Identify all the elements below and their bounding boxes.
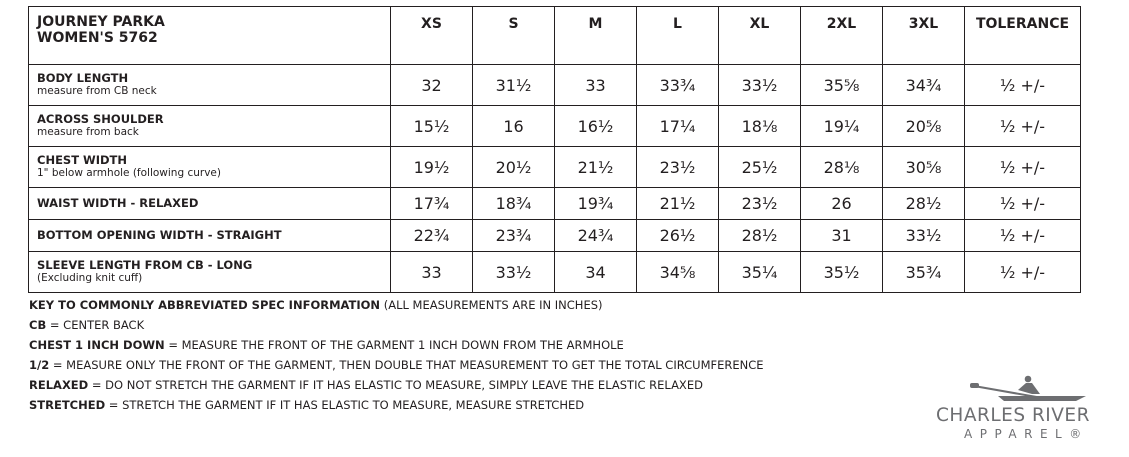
table-cell: 23¾ bbox=[473, 220, 555, 252]
tolerance-cell: ½ +/- bbox=[965, 65, 1081, 106]
table-cell: 18⅛ bbox=[719, 106, 801, 147]
legend-line bbox=[29, 355, 764, 375]
measurement-note: 1" below armhole (following curve) bbox=[37, 167, 221, 179]
table-cell: 16 bbox=[473, 106, 555, 147]
table-cell: 19¾ bbox=[555, 188, 637, 220]
row-label bbox=[29, 252, 391, 293]
table-cell: 33 bbox=[555, 65, 637, 106]
legend-term: STRETCHED bbox=[29, 398, 106, 412]
legend-term: RELAXED bbox=[29, 378, 89, 392]
tolerance-cell: ½ +/- bbox=[965, 106, 1081, 147]
table-cell: 17¼ bbox=[637, 106, 719, 147]
table-cell: 26½ bbox=[637, 220, 719, 252]
size-header-2xl: 2XL bbox=[801, 7, 883, 65]
table-cell: 21½ bbox=[637, 188, 719, 220]
measurement-note: (Excluding knit cuff) bbox=[37, 272, 143, 284]
table-cell: 34¾ bbox=[883, 65, 965, 106]
table-cell: 16½ bbox=[555, 106, 637, 147]
table-cell: 32 bbox=[391, 65, 473, 106]
table-cell: 33½ bbox=[719, 65, 801, 106]
legend-term: CHEST 1 INCH DOWN bbox=[29, 338, 165, 352]
table-cell: 34 bbox=[555, 252, 637, 293]
table-cell: 23½ bbox=[637, 147, 719, 188]
title-line-1: JOURNEY PARKA bbox=[37, 14, 165, 30]
table-cell: 33¾ bbox=[637, 65, 719, 106]
legend-line bbox=[29, 315, 764, 335]
table-cell: 20⅝ bbox=[883, 106, 965, 147]
table-cell: 26 bbox=[801, 188, 883, 220]
table-cell: 28½ bbox=[883, 188, 965, 220]
table-cell: 19¼ bbox=[801, 106, 883, 147]
brand-subtitle: APPAREL® bbox=[964, 427, 1089, 441]
legend-text: = STRETCH THE GARMENT IF IT HAS ELASTIC TO MEASURE, MEASURE STRETCHED bbox=[105, 398, 585, 412]
measurement-name: SLEEVE LENGTH FROM CB - LONG bbox=[37, 258, 253, 272]
legend-text: = MEASURE ONLY THE FRONT OF THE GARMENT, THEN DOUBLE THAT MEASUREMENT TO GET THE TOTAL CIRCUMFERENCE bbox=[49, 358, 764, 372]
table-cell: 33½ bbox=[473, 252, 555, 293]
tolerance-cell: ½ +/- bbox=[965, 188, 1081, 220]
header-row bbox=[29, 7, 1081, 65]
row-label bbox=[29, 65, 391, 106]
measurement-name: CHEST WIDTH bbox=[37, 153, 128, 167]
tolerance-cell: ½ +/- bbox=[965, 252, 1081, 293]
title-line-2: WOMEN'S 5762 bbox=[37, 30, 158, 46]
size-header-xs: XS bbox=[391, 7, 473, 65]
tolerance-header: TOLERANCE bbox=[965, 7, 1081, 65]
size-header-l: L bbox=[637, 7, 719, 65]
table-cell: 31½ bbox=[473, 65, 555, 106]
table-cell: 33½ bbox=[883, 220, 965, 252]
table-row bbox=[29, 252, 1081, 293]
legend-term: CB bbox=[29, 318, 47, 332]
measurement-note: measure from CB neck bbox=[37, 85, 157, 97]
size-header-s: S bbox=[473, 7, 555, 65]
table-cell: 35⅝ bbox=[801, 65, 883, 106]
measurement-name: ACROSS SHOULDER bbox=[37, 112, 164, 126]
row-label bbox=[29, 220, 391, 252]
legend-text: = DO NOT STRETCH THE GARMENT IF IT HAS ELASTIC TO MEASURE, SIMPLY LEAVE THE ELASTIC RELAXED bbox=[88, 378, 703, 392]
table-cell: 35¾ bbox=[883, 252, 965, 293]
row-label bbox=[29, 188, 391, 220]
legend-line bbox=[29, 375, 764, 395]
table-cell: 30⅝ bbox=[883, 147, 965, 188]
legend-line bbox=[29, 295, 764, 315]
tolerance-cell: ½ +/- bbox=[965, 220, 1081, 252]
table-row bbox=[29, 65, 1081, 106]
table-cell: 33 bbox=[391, 252, 473, 293]
size-header-xl: XL bbox=[719, 7, 801, 65]
table-row bbox=[29, 220, 1081, 252]
table-cell: 28½ bbox=[719, 220, 801, 252]
table-cell: 31 bbox=[801, 220, 883, 252]
table-cell: 25½ bbox=[719, 147, 801, 188]
legend-text: = CENTER BACK bbox=[46, 318, 145, 332]
brand-logo bbox=[930, 372, 1120, 442]
row-label bbox=[29, 106, 391, 147]
table-cell: 21½ bbox=[555, 147, 637, 188]
legend-line bbox=[29, 395, 764, 415]
table-cell: 35½ bbox=[801, 252, 883, 293]
legend-text: = MEASURE THE FRONT OF THE GARMENT 1 INCH DOWN FROM THE ARMHOLE bbox=[164, 338, 624, 352]
table-cell: 22¾ bbox=[391, 220, 473, 252]
brand-name: CHARLES RIVER bbox=[936, 405, 1090, 426]
table-cell: 15½ bbox=[391, 106, 473, 147]
table-row bbox=[29, 188, 1081, 220]
measurement-note: measure from back bbox=[37, 126, 139, 138]
table-cell: 18¾ bbox=[473, 188, 555, 220]
table-cell: 23½ bbox=[719, 188, 801, 220]
legend-line bbox=[29, 335, 764, 355]
rower-icon bbox=[968, 374, 1088, 404]
legend-text: (ALL MEASUREMENTS ARE IN INCHES) bbox=[380, 298, 603, 312]
measurement-name: BODY LENGTH bbox=[37, 71, 129, 85]
legend-term: KEY TO COMMONLY ABBREVIATED SPEC INFORMATION bbox=[29, 298, 381, 312]
table-cell: 24¾ bbox=[555, 220, 637, 252]
table-title bbox=[29, 7, 391, 65]
size-header-3xl: 3XL bbox=[883, 7, 965, 65]
measurement-name: WAIST WIDTH - RELAXED bbox=[37, 196, 199, 210]
row-label bbox=[29, 147, 391, 188]
table-cell: 28⅛ bbox=[801, 147, 883, 188]
table-cell: 20½ bbox=[473, 147, 555, 188]
tolerance-cell: ½ +/- bbox=[965, 147, 1081, 188]
size-header-m: M bbox=[555, 7, 637, 65]
table-cell: 35¼ bbox=[719, 252, 801, 293]
table-row bbox=[29, 147, 1081, 188]
table-row bbox=[29, 106, 1081, 147]
measurement-name: BOTTOM OPENING WIDTH - STRAIGHT bbox=[37, 228, 282, 242]
table-cell: 17¾ bbox=[391, 188, 473, 220]
table-cell: 34⅝ bbox=[637, 252, 719, 293]
table-cell: 19½ bbox=[391, 147, 473, 188]
legend-term: 1/2 bbox=[29, 358, 50, 372]
spec-legend bbox=[29, 295, 764, 415]
spec-table bbox=[28, 6, 1081, 293]
